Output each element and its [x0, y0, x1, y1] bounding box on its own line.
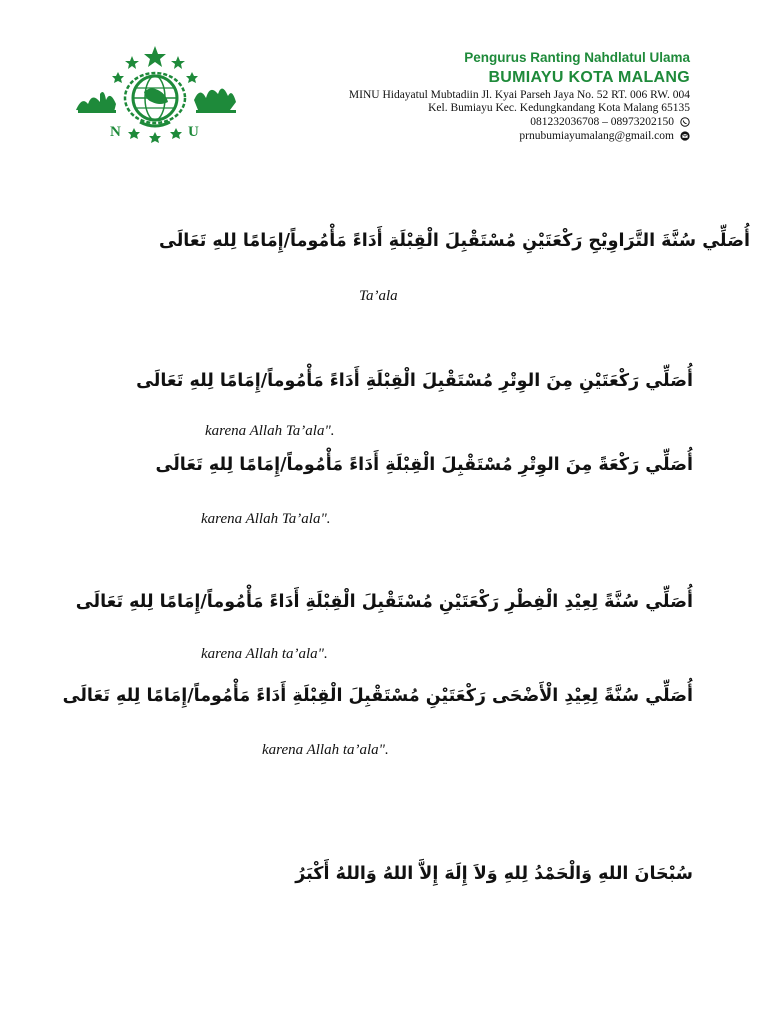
niat-witir-2-latin: karena Allah Ta’ala". — [205, 423, 335, 439]
org-place: BUMIAYU KOTA MALANG — [488, 69, 690, 86]
tasbih-closing-arabic: سُبْحَانَ اللهِ وَالْحَمْدُ لِلهِ وَلاَ إِلَهَ إِلاَّ اللهُ وَاللهُ أَكْبَرُ — [295, 864, 693, 884]
niat-witir-1-latin: karena Allah Ta’ala". — [201, 511, 331, 527]
email-address: prnubumiayumalang@gmail.com — [519, 129, 674, 142]
logo-star-top — [144, 46, 166, 67]
nu-logo — [70, 44, 240, 148]
niat-idul-adha-arabic: أُصَلِّي سُنَّةً لِعِيْدِ الْأَضْحَى رَكْعَتَيْنِ مُسْتَقْبِلَ الْقِبْلَةِ أَدَاءً مَأْمُوماً/إِمَامًا لِلهِ تَعَالَى — [62, 686, 693, 706]
phone-number: 081232036708 – 08973202150 — [530, 115, 674, 128]
logo-star — [125, 56, 139, 69]
email-line — [519, 129, 690, 142]
address-line-2: Kel. Bumiayu Kec. Kedungkandang Kota Malang 65135 — [428, 102, 690, 114]
address-line-1: MINU Hidayatul Mubtadiin Jl. Kyai Parseh Jaya No. 52 RT. 006 RW. 004 — [348, 89, 690, 101]
email-icon — [680, 131, 690, 141]
logo-star — [149, 132, 161, 143]
logo-letter-n: N — [110, 124, 121, 140]
niat-witir-1-arabic: أُصَلِّي رَكْعَةً مِنَ الوِتْرِ مُسْتَقْبِلَ الْقِبْلَةِ أَدَاءً مَأْمُوماً/إِمَامًا لِلهِ تَعَالَى — [155, 455, 693, 475]
logo-star — [186, 72, 198, 83]
logo-star — [128, 128, 140, 139]
niat-idul-adha-latin: karena Allah ta’ala". — [262, 742, 389, 758]
logo-letter-u: U — [188, 124, 199, 140]
niat-idul-fitri-arabic: أُصَلِّي سُنَّةً لِعِيْدِ الْفِطْرِ رَكْعَتَيْنِ مُسْتَقْبِلَ الْقِبْلَةِ أَدَاءً مَأْمُوماً/إِمَامًا لِلهِ تَعَالَى — [75, 592, 693, 612]
logo-star — [170, 128, 182, 139]
whatsapp-icon — [680, 117, 690, 127]
logo-star — [112, 72, 124, 83]
logo-star — [171, 56, 185, 69]
phone-line — [530, 115, 690, 128]
org-name: Pengurus Ranting Nahdlatul Ulama — [464, 50, 690, 65]
niat-tarawih-arabic: أُصَلِّي سُنَّةَ التَّرَاوِيْحِ رَكْعَتَيْنِ مُسْتَقْبِلَ الْقِبْلَةِ أَدَاءً مَأْمُوماً/إِمَامًا لِلهِ تَعَالَى — [159, 231, 750, 251]
niat-witir-2-arabic: أُصَلِّي رَكْعَتَيْنِ مِنَ الوِتْرِ مُسْتَقْبِلَ الْقِبْلَةِ أَدَاءً مَأْمُوماً/إِمَامًا لِلهِ تَعَالَى — [136, 371, 693, 391]
niat-tarawih-latin: Ta’ala — [359, 288, 398, 304]
niat-idul-fitri-latin: karena Allah ta’ala". — [201, 646, 328, 662]
